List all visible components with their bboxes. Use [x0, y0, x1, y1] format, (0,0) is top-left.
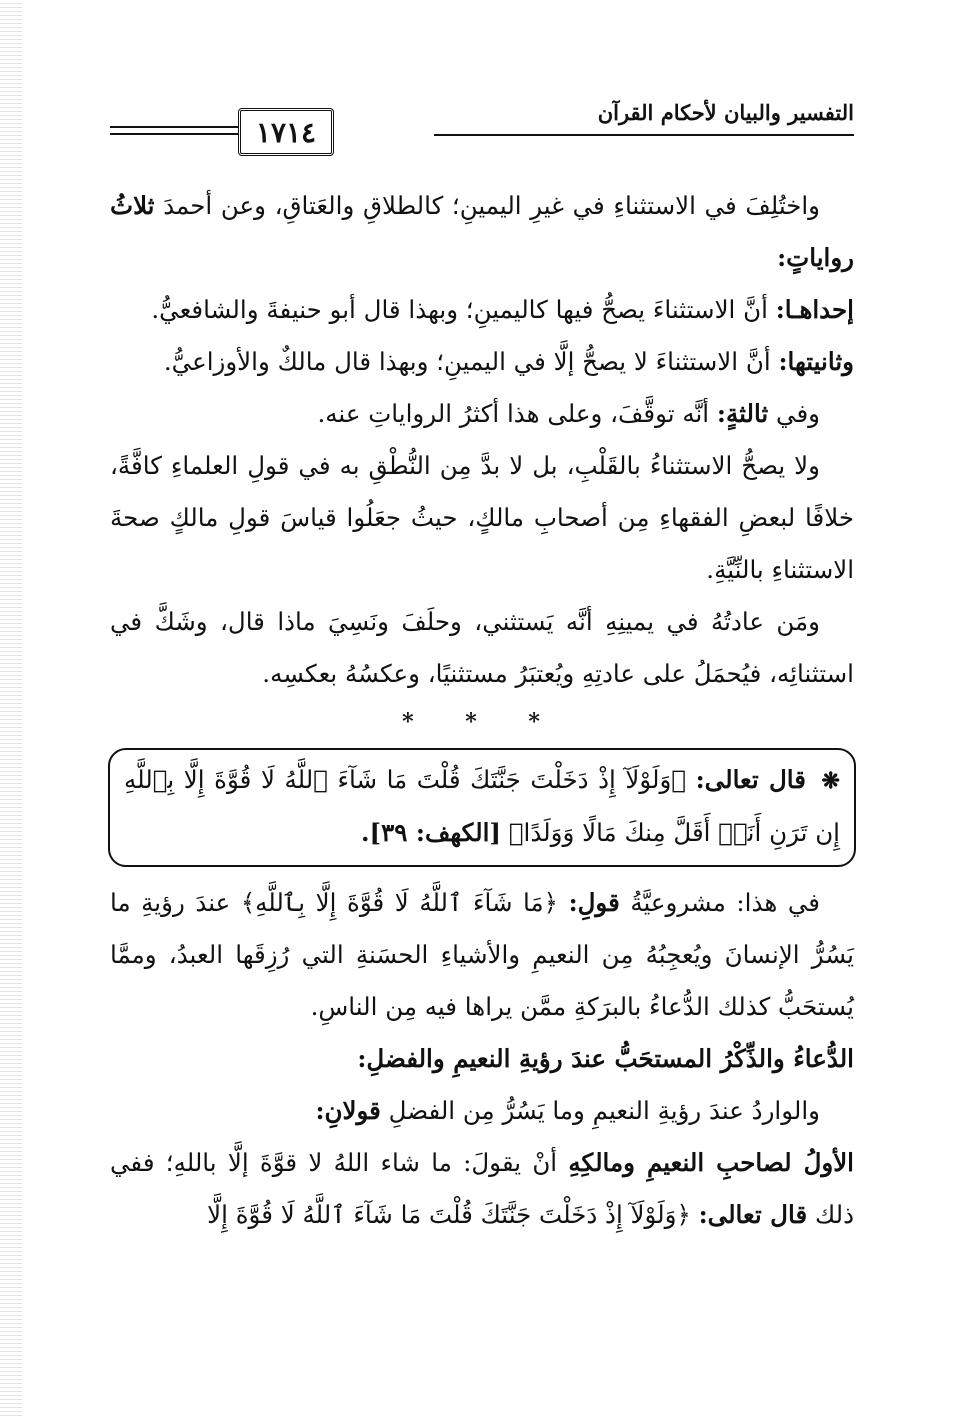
paragraph-2-label: إحداهـا: — [775, 295, 854, 324]
paragraph-2-text: أنَّ الاستثناءَ يصحُّ فيها كاليمينِ؛ وبهذا قال أبو حنيفةَ والشافعيُّ. — [151, 295, 768, 324]
header-rule — [434, 134, 854, 136]
paragraph-8-bold: قولانِ: — [315, 1096, 381, 1125]
paragraph-3-text: أنَّ الاستثناءَ لا يصحُّ إلَّا في اليمينِ؛ وبهذا قال مالكٌ والأوزاعيُّ. — [163, 347, 771, 376]
paragraph-9-quote: ﴿وَلَوْلَآ إِذْ دَخَلْتَ جَنَّتَكَ قُلْتَ مَا شَآءَ ٱللَّهُ لَا قُوَّةَ إِلَّا — [207, 1200, 691, 1229]
page-body — [110, 180, 854, 1241]
page-number: ١٧١٤ — [238, 108, 334, 156]
page-header — [110, 100, 854, 160]
paragraph-9-bold: قال تعالى: — [698, 1200, 808, 1229]
paragraph-1-text: واختُلِفَ في الاستثناءِ في غيرِ اليمينِ؛ كالطلاقِ والعَتاقِ، وعن أحمدَ — [163, 191, 820, 220]
paragraph-4-label: ثالثةٍ: — [716, 399, 769, 428]
paragraph-5: ولا يصحُّ الاستثناءُ بالقَلْبِ، بل لا بدَّ مِن النُّطْقِ به في قولِ العلماءِ كافَّةً، خلافًا لبعضِ الفقهاءِ مِن أصحابِ مالكٍ، حيثُ جعَلُوا قياسَ قولِ مالكٍ صحةَ الاستثناءِ بالنِّيَّةِ. — [110, 451, 854, 584]
paragraph-7 — [110, 877, 854, 1033]
paragraph-7-pre: في هذا: مشروعيَّةُ — [630, 888, 820, 917]
paragraph-3 — [110, 336, 854, 388]
verse-reference: [الكهف: ٣٩]. — [360, 818, 502, 847]
paragraph-7-text: عندَ رؤيةِ ما يَسُرُّ الإنسانَ ويُعجِبُهُ مِن النعيمِ والأشياءِ الحسَنةِ التي رُزِقَها العبدُ، وممَّا يُستحَبُّ كذلك الدُّعاءُ بالبرَكةِ ممَّن يراها فيه مِن الناسِ. — [110, 888, 854, 1021]
paragraph-6: ومَن عادتُهُ في يمينِهِ أنَّه يَستثني، وحلَفَ ونَسِيَ ماذا قال، وشَكَّ في استثنائِه، فيُحمَلُ على عادتِهِ ويُعتبَرُ مستثنيًا، وعكسُهُ بعكسِه. — [110, 607, 854, 688]
verse-text: ﴿وَلَوْلَآ إِذْ دَخَلْتَ جَنَّتَكَ قُلْتَ مَا شَآءَ ٱللَّهُ لَا قُوَّةَ إِلَّا بِٱللَّهِ إِن تَرَنِ أَنَا۠ أَقَلَّ مِنكَ مَالًا وَوَلَدًا﴾ — [124, 765, 840, 847]
paragraph-4-pre: وفي — [776, 399, 820, 428]
paragraph-2 — [110, 284, 854, 336]
paragraph-9-text: أنْ يقولَ: ما شاء اللهُ لا قوَّةَ إلَّا باللهِ؛ ففي ذلك — [110, 1148, 854, 1229]
book-title: التفسير والبيان لأحكام القرآن — [597, 100, 854, 125]
scan-edge-noise — [0, 0, 22, 1417]
section-heading: الدُّعاءُ والذِّكْرُ المستحَبُّ عندَ رؤيةِ النعيمِ والفضلِ: — [357, 1044, 854, 1073]
paragraph-7-quote: ﴿مَا شَآءَ ٱللَّهُ لَا قُوَّةَ إِلَّا بِٱللَّهِ﴾ — [240, 888, 558, 917]
paragraph-4-text: أنَّه توقَّفَ، وعلى هذا أكثرُ الرواياتِ عنه. — [317, 399, 710, 428]
verse-label: قال تعالى: — [695, 765, 806, 794]
paragraph-3-label: وثانيتها: — [778, 347, 854, 376]
paragraph-7-bold: قولِ: — [568, 888, 620, 917]
verse-box — [108, 748, 856, 867]
header-double-rule — [110, 126, 238, 135]
paragraph-9 — [110, 1137, 854, 1241]
paragraph-9-label: الأولُ لصاحبِ النعيمِ ومالكِهِ — [568, 1148, 854, 1177]
ornament-icon: ❋ — [821, 768, 840, 794]
paragraph-4 — [110, 388, 854, 440]
paragraph-8-text: والواردُ عندَ رؤيةِ النعيمِ وما يَسُرُّ مِن الفضلِ — [388, 1096, 820, 1125]
section-separator: * * * — [402, 709, 562, 735]
paragraph-8 — [110, 1085, 854, 1137]
paragraph-1 — [110, 180, 854, 284]
paragraph-1-bold: ثلاثُ رواياتٍ: — [110, 191, 854, 272]
